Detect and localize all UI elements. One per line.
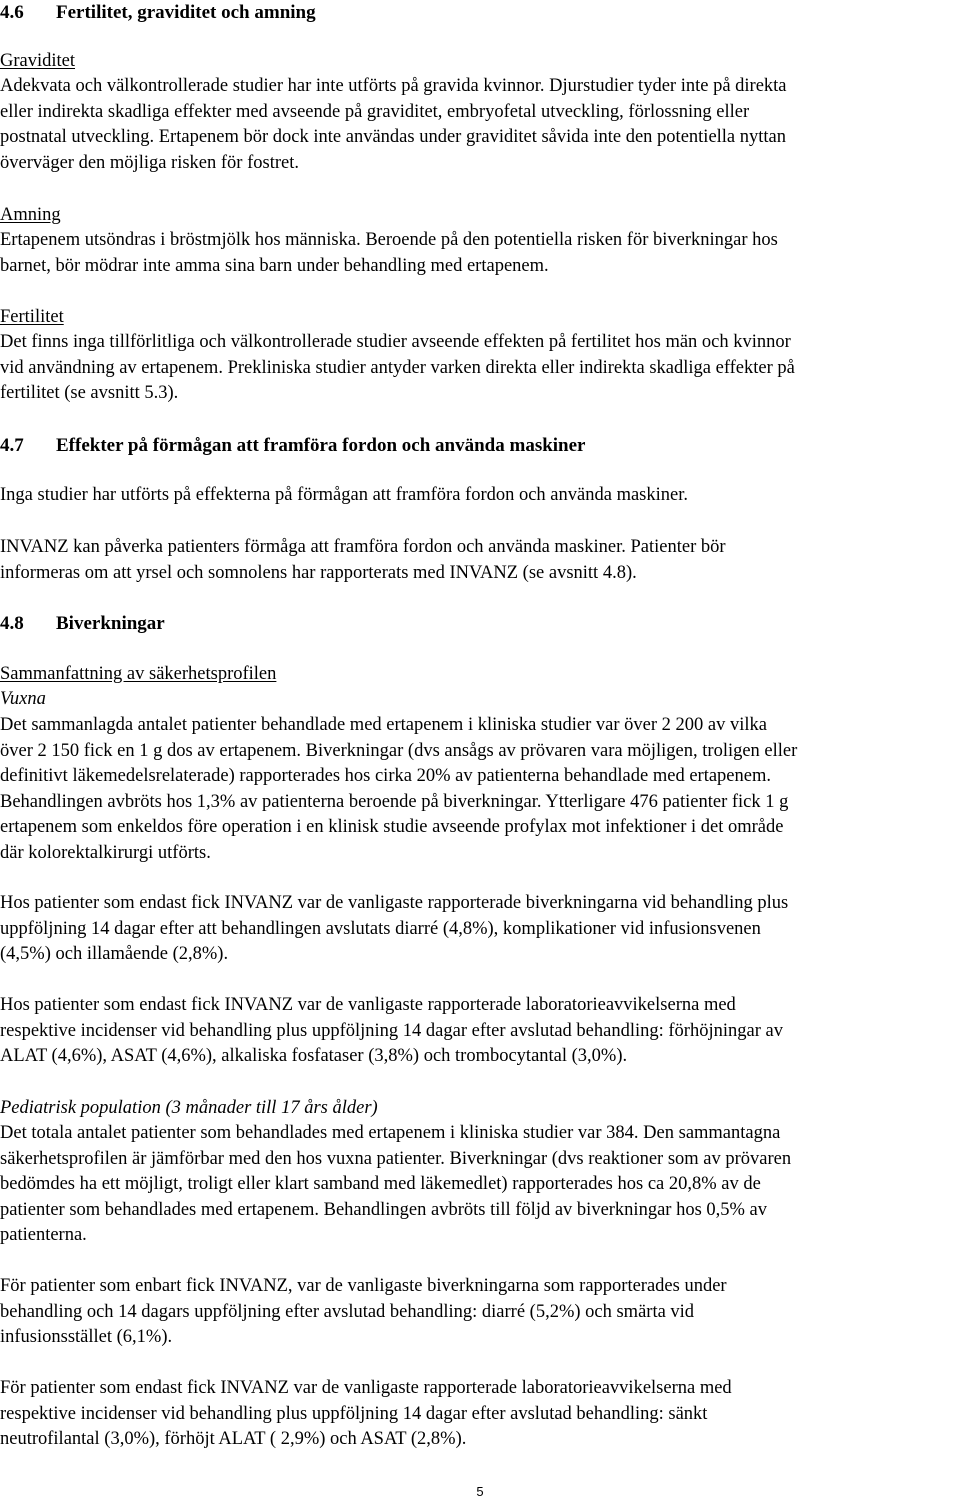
text-line: Ertapenem utsöndras i bröstmjölk hos människa. Beroende på den potentiella risken för biverkningar hos bbox=[0, 230, 778, 250]
section-4-6-heading bbox=[0, 0, 316, 26]
text-line: Adekvata och välkontrollerade studier har inte utförts på gravida kvinnor. Djurstudier tyder inte på direkta bbox=[0, 76, 787, 96]
text-line: över 2 150 fick en 1 g dos av ertapenem. Biverkningar (dvs ansågs av prövaren vara möjligen, troligen eller bbox=[0, 740, 798, 761]
text-line: infusionsstället (6,1%). bbox=[0, 1327, 173, 1347]
text-line: uppföljning 14 dagar efter att behandlingen avslutats diarré (4,8%), komplikationer vid infusionsvenen bbox=[0, 918, 761, 939]
fertilitet-paragraph bbox=[0, 330, 795, 407]
text-line: Hos patienter som endast fick INVANZ var de vanligaste rapporterade laboratorieavvikelserna med bbox=[0, 995, 736, 1015]
text-line: patienter som behandlades med ertapenem. Behandlingen avbröts till följd av biverkningar hos 0,5% av bbox=[0, 1199, 768, 1220]
fertilitet-subheading bbox=[0, 305, 64, 331]
adults-paragraph-3 bbox=[0, 993, 783, 1070]
text-line: postnatal utveckling. Ertapenem bör dock inte användas under graviditet såvida inte den potentiella nyttan bbox=[0, 127, 787, 147]
section-title: Fertilitet, graviditet och amning bbox=[56, 2, 316, 23]
text-line: (4,5%) och illamående (2,8%). bbox=[0, 944, 229, 964]
s47-paragraph-2 bbox=[0, 535, 726, 586]
text-line: patienterna. bbox=[0, 1225, 87, 1245]
amning-subheading-text: Amning bbox=[0, 205, 61, 225]
summary-subheading bbox=[0, 662, 276, 688]
s47-paragraph-1 bbox=[0, 483, 688, 509]
text-line: definitivt läkemedelsrelaterade) rapporterades hos cirka 20% av patienterna behandlade med ertapenem. bbox=[0, 766, 771, 786]
text-line: säkerhetsprofilen är jämförbar med den hos vuxna patienter. Biverkningar (dvs reaktioner som av prövaren bbox=[0, 1148, 792, 1169]
pediatric-subheading-text: Pediatrisk population (3 månader till 17 års ålder) bbox=[0, 1098, 378, 1118]
fertilitet-subheading-text: Fertilitet bbox=[0, 307, 64, 327]
graviditet-subheading bbox=[0, 49, 75, 75]
pediatric-subheading bbox=[0, 1096, 378, 1122]
text-line: INVANZ kan påverka patienters förmåga att framföra fordon och använda maskiner. Patienter bör bbox=[0, 537, 726, 557]
pediatric-paragraph-2 bbox=[0, 1274, 727, 1351]
text-line: För patienter som endast fick INVANZ var de vanligaste rapporterade laboratorieavvikelserna med bbox=[0, 1378, 732, 1398]
text-line: behandling och 14 dagars uppföljning efter avslutad behandling: diarré (5,2%) och smärta vid bbox=[0, 1301, 695, 1322]
text-line: Det finns inga tillförlitliga och välkontrollerade studier avseende effekten på fertilitet hos män och kvinnor bbox=[0, 332, 791, 352]
text-line: bedömdes ha ett möjligt, troligt eller klart samband med läkemedlet) rapporterades hos ca 20,8% av de bbox=[0, 1174, 761, 1194]
section-4-8-heading bbox=[0, 611, 165, 637]
text-line: Hos patienter som endast fick INVANZ var de vanligaste rapporterade biverkningarna vid behandling plus bbox=[0, 893, 789, 913]
text-line: Behandlingen avbröts hos 1,3% av patienterna beroende på biverkningar. Ytterligare 476 patienter fick 1 g bbox=[0, 791, 789, 812]
text-line: vid användning av ertapenem. Prekliniska studier antyder varken direkta eller indirekta skadliga effekter på bbox=[0, 357, 795, 378]
text-line: överväger den möjliga risken för fostret. bbox=[0, 152, 299, 173]
summary-subheading-text: Sammanfattning av säkerhetsprofilen bbox=[0, 664, 277, 684]
section-number: 4.6 bbox=[0, 2, 24, 23]
text-line: eller indirekta skadliga effekter med avseende på graviditet, embryofetal utveckling, förlossning eller bbox=[0, 101, 750, 122]
text-line: ertapenem som enkeldos före operation i en klinisk studie avseende profylax mot infektioner i det område bbox=[0, 817, 784, 837]
section-title: Effekter på förmågan att framföra fordon och använda maskiner bbox=[56, 435, 586, 456]
text-line: Inga studier har utförts på effekterna på förmågan att framföra fordon och använda maskiner. bbox=[0, 485, 688, 505]
text-line: fertilitet (se avsnitt 5.3). bbox=[0, 383, 179, 403]
text-line: För patienter som enbart fick INVANZ, var de vanligaste biverkningarna som rapporterades under bbox=[0, 1276, 727, 1296]
section-number: 4.7 bbox=[0, 435, 24, 456]
text-line: respektive incidenser vid behandling plus uppföljning 14 dagar efter avslutad behandling: förhöjningar av bbox=[0, 1020, 783, 1041]
page-number: 5 bbox=[476, 1484, 484, 1499]
text-line: informeras om att yrsel och somnolens har rapporterats med INVANZ (se avsnitt 4.8). bbox=[0, 562, 637, 583]
amning-paragraph bbox=[0, 228, 778, 279]
graviditet-paragraph bbox=[0, 74, 787, 176]
section-title: Biverkningar bbox=[56, 613, 165, 634]
section-4-7-heading bbox=[0, 433, 586, 459]
pediatric-paragraph-3 bbox=[0, 1376, 732, 1453]
pediatric-paragraph-1 bbox=[0, 1121, 791, 1249]
text-line: neutrofilantal (3,0%), förhöjt ALAT ( 2,9%) och ASAT (2,8%). bbox=[0, 1429, 467, 1449]
text-line: ALAT (4,6%), ASAT (4,6%), alkaliska fosfataser (3,8%) och trombocytantal (3,0%). bbox=[0, 1046, 628, 1066]
adults-subheading bbox=[0, 687, 46, 713]
text-line: Det sammanlagda antalet patienter behandlade med ertapenem i kliniska studier var över 2 200 av vilka bbox=[0, 715, 767, 735]
text-line: barnet, bör mödrar inte amma sina barn under behandling med ertapenem. bbox=[0, 255, 549, 276]
text-line: respektive incidenser vid behandling plus uppföljning 14 dagar efter avslutad behandling: sänkt bbox=[0, 1403, 708, 1424]
text-line: Det totala antalet patienter som behandlades med ertapenem i kliniska studier var 384. Den sammantagna bbox=[0, 1123, 781, 1143]
text-line: där kolorektalkirurgi utförts. bbox=[0, 842, 211, 863]
adults-paragraph-2 bbox=[0, 891, 788, 968]
graviditet-subheading-text: Graviditet bbox=[0, 51, 76, 71]
adults-subheading-text: Vuxna bbox=[0, 689, 46, 709]
adults-paragraph-1 bbox=[0, 713, 797, 866]
section-number: 4.8 bbox=[0, 613, 24, 634]
amning-subheading bbox=[0, 203, 61, 229]
